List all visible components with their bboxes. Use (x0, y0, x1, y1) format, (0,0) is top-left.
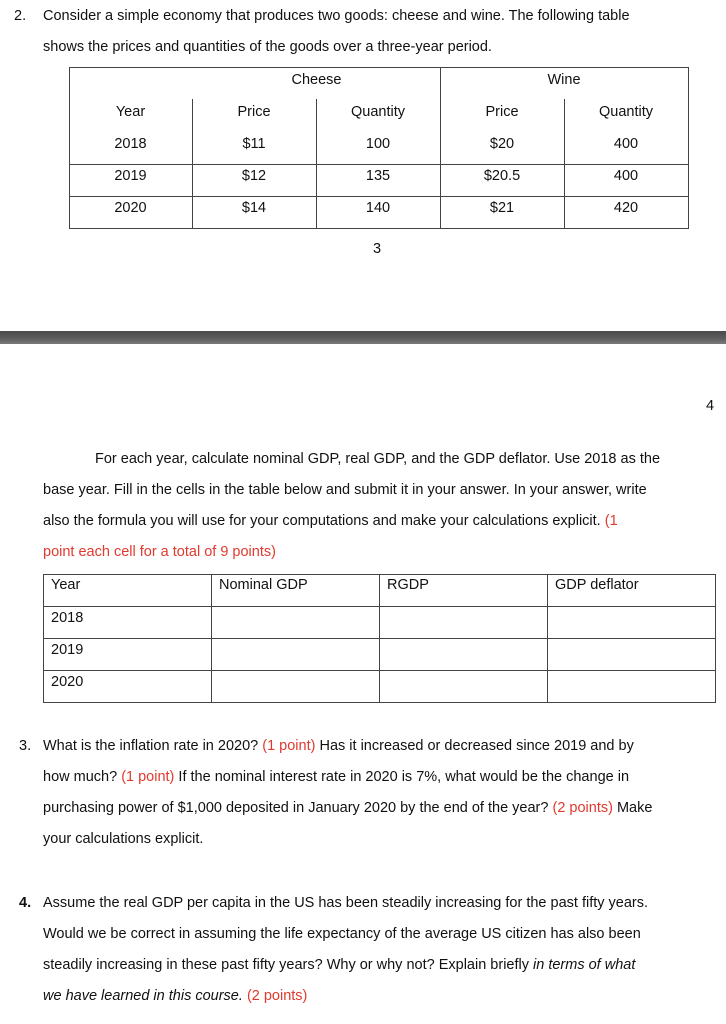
table-cell: $12 (241, 168, 267, 184)
prices-quantities-table (69, 67, 689, 229)
group-header-wine: Wine (547, 72, 581, 88)
column-header: Price (485, 104, 519, 120)
question-number: 3. (19, 738, 32, 754)
table-cell: 2020 (114, 200, 147, 216)
table-cell: 2018 (114, 136, 147, 152)
table-cell: $20 (489, 136, 515, 152)
table-cell: 135 (365, 168, 391, 184)
table-cell: 400 (613, 136, 639, 152)
question-text-line: What is the inflation rate in 2020? (1 point) Has it increased or decreased since 2019 and by (43, 738, 634, 754)
table-cell: 400 (613, 168, 639, 184)
table-cell: 420 (613, 200, 639, 216)
question-text-line: shows the prices and quantities of the goods over a three-year period. (43, 39, 492, 55)
points-label: point each cell for a total of 9 points) (43, 544, 276, 560)
instructions-line: also the formula you will use for your computations and make your calculations explicit. (1 (43, 513, 618, 529)
page-separator (0, 331, 726, 344)
points-label: (1 point) (262, 738, 316, 754)
page-number: 4 (706, 398, 715, 414)
question-number: 2. (14, 8, 27, 24)
table-cell: $11 (242, 136, 266, 152)
page-number: 3 (373, 241, 382, 257)
points-label: (2 points) (246, 988, 308, 1004)
question-text-line: steadily increasing in these past fifty years? Why or why not? Explain briefly in terms of what (43, 957, 636, 973)
points-label: (2 points) (552, 800, 613, 816)
table-cell: 100 (365, 136, 391, 152)
instructions-line: base year. Fill in the cells in the table below and submit it in your answer. In your answer, write (43, 482, 647, 498)
table-cell: $21 (489, 200, 515, 216)
column-header: Price (237, 104, 271, 120)
row-year: 2020 (51, 674, 84, 690)
group-header-cheese: Cheese (291, 72, 342, 88)
question-number: 4. (19, 895, 32, 911)
table-cell: $14 (241, 200, 267, 216)
table-cell: $20.5 (483, 168, 521, 184)
column-header: GDP deflator (555, 577, 639, 593)
table-cell: 2019 (114, 168, 147, 184)
points-label: (1 point) (121, 769, 175, 785)
gdp-answer-table (43, 574, 716, 703)
row-year: 2019 (51, 642, 84, 658)
question-text-line: how much? (1 point) If the nominal interest rate in 2020 is 7%, what would be the change in (43, 769, 630, 785)
question-text-line: your calculations explicit. (43, 831, 204, 847)
column-header: Nominal GDP (219, 577, 308, 593)
instructions-line: For each year, calculate nominal GDP, real GDP, and the GDP deflator. Use 2018 as the (95, 451, 661, 467)
question-text-line: we have learned in this course. (2 points) (43, 988, 308, 1004)
column-header: Quantity (351, 104, 405, 120)
question-text-line: Assume the real GDP per capita in the US has been steadily increasing for the past fifty years. (43, 895, 649, 911)
points-label: (1 (604, 513, 618, 529)
column-header: Year (115, 104, 146, 120)
question-text-line: purchasing power of $1,000 deposited in January 2020 by the end of the year? (2 points) Make (43, 800, 653, 816)
row-year: 2018 (51, 610, 84, 626)
table-cell: 140 (365, 200, 391, 216)
column-header: Year (51, 577, 81, 593)
column-header: RGDP (387, 577, 429, 593)
column-header: Quantity (599, 104, 653, 120)
question-text-line: Would we be correct in assuming the life expectancy of the average US citizen has also been (43, 926, 641, 942)
question-text-line: Consider a simple economy that produces two goods: cheese and wine. The following table (43, 8, 630, 24)
